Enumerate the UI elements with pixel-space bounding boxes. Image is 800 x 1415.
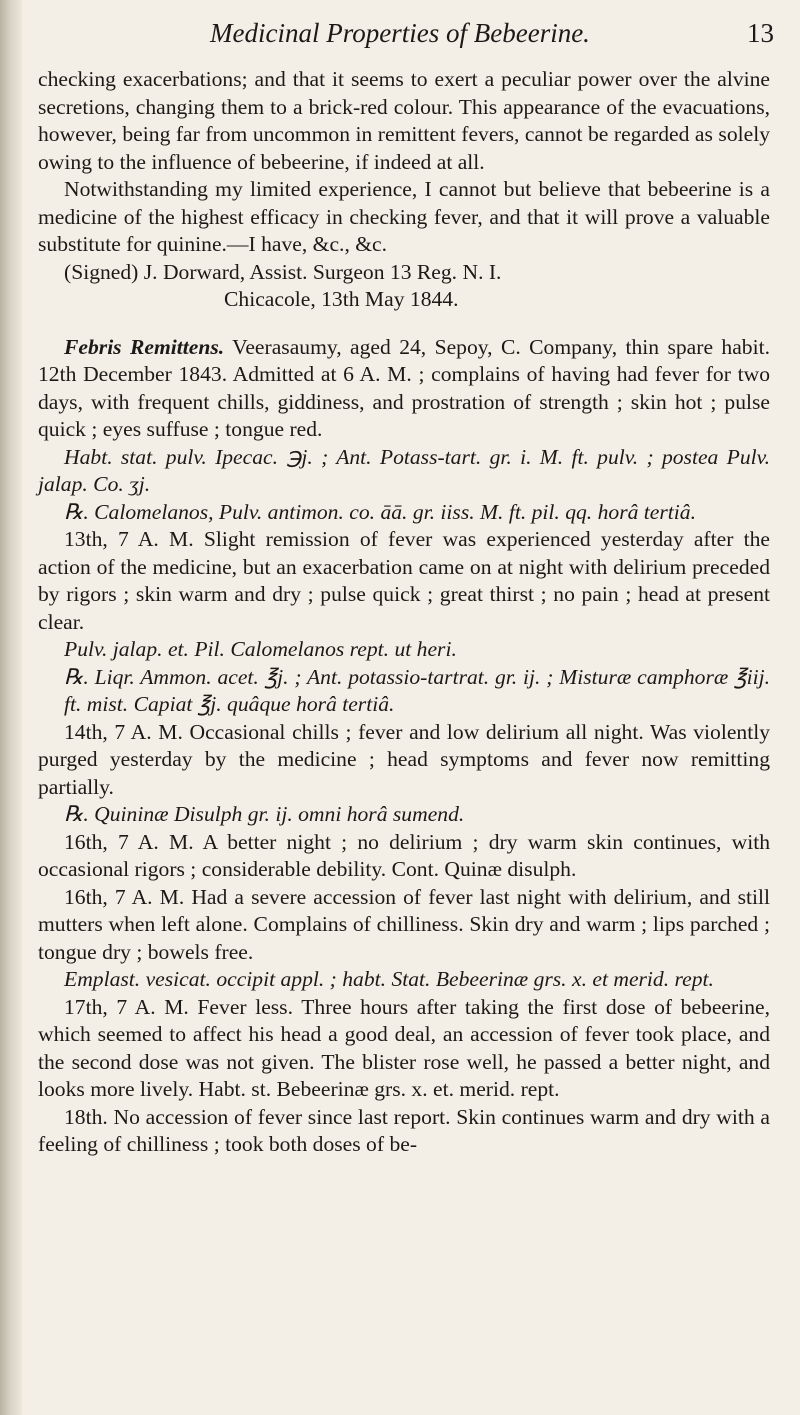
page-header	[0, 10, 800, 54]
case-report-intro	[38, 334, 770, 444]
paragraph-conclusion: Notwithstanding my limited experience, I cannot but believe that bebeerine is a medicine of the highest efficacy in checking fever, and that it will prove a valuable substitute for quinine.—I have, &c., &c.	[38, 177, 770, 256]
prescription-3: Pulv. jalap. et. Pil. Calomelanos rept. ut heri.	[64, 637, 457, 661]
signature-line: (Signed) J. Dorward, Assist. Surgeon 13 Reg. N. I.	[64, 259, 502, 284]
entry-17th: 17th, 7 A. M. Fever less. Three hours after taking the first dose of bebeerine, which seemed to affect his head a good deal, an accession of fever took place, and the second dose was not given. The blister rose well, he passed a better night, and looks more lively. Habt. st. Bebeerinæ grs. x. et. merid. rept.	[38, 994, 770, 1101]
signature-place-date: Chicacole, 13th May 1844.	[224, 287, 459, 311]
case-intro-text: Veerasaumy, aged 24, Sepoy, C. Company, thin spare habit. 12th December 1843. Admitted at 6 A. M. ; complains of having had fever for two days, with frequent chills, giddiness, and prostration of strength ; skin hot ; pulse quick ; eyes suffuse ; tongue red.	[38, 334, 770, 441]
page-number: 13	[747, 18, 774, 48]
case-heading: Febris Remittens.	[64, 334, 225, 359]
running-title: Medicinal Properties of Bebeerine.	[210, 18, 590, 48]
prescription-5: ℞. Quininæ Disulph gr. ij. omni horâ sumend.	[64, 802, 465, 826]
entry-16th-a: 16th, 7 A. M. A better night ; no delirium ; dry warm skin continues, with occasional rigors ; considerable debility. Cont. Quinæ disulph.	[38, 829, 770, 881]
page-body	[38, 66, 770, 1159]
entry-16th-b: 16th, 7 A. M. Had a severe accession of fever last night with delirium, and still mutters when left alone. Complains of chilliness. Skin dry and warm ; lips parched ; tongue dry ; bowels free.	[38, 884, 770, 964]
prescription-1: Habt. stat. pulv. Ipecac. ℈j. ; Ant. Potass-tart. gr. i. M. ft. pulv. ; postea Pulv. jalap. Co. ʒj.	[38, 444, 770, 496]
prescription-6: Emplast. vesicat. occipit appl. ; habt. Stat. Bebeerinæ grs. x. et merid. rept.	[64, 967, 714, 991]
entry-13th: 13th, 7 A. M. Slight remission of fever was experienced yesterday after the action of the medicine, but an exacerbation came on at night with delirium preceded by rigors ; skin warm and dry ; pulse quick ; great thirst ; no pain ; head at present clear.	[38, 527, 770, 634]
page-binding-edge	[0, 0, 22, 1415]
entry-18th: 18th. No accession of fever since last report. Skin continues warm and dry with a feeling of chilliness ; took both doses of be-	[38, 1104, 770, 1156]
paragraph-bowel-observation: checking exacerbations; and that it seems to exert a peculiar power over the alvine secretions, changing them to a brick-red colour. This appearance of the evacuations, however, being far from uncommon in remittent fevers, cannot be regarded as solely owing to the influence of bebeerine, if indeed at all.	[38, 67, 770, 174]
entry-14th: 14th, 7 A. M. Occasional chills ; fever and low delirium all night. Was violently purged yesterday by the medicine ; head symptoms and fever now remitting partially.	[38, 719, 770, 799]
prescription-4: ℞. Liqr. Ammon. acet. ℥j. ; Ant. potassio-tartrat. gr. ij. ; Misturæ camphoræ ℥iij. ft. mist. Capiat ℥j. quâque horâ tertiâ.	[64, 664, 770, 716]
prescription-2: ℞. Calomelanos, Pulv. antimon. co. āā. gr. iiss. M. ft. pil. qq. horâ tertiâ.	[64, 499, 696, 524]
